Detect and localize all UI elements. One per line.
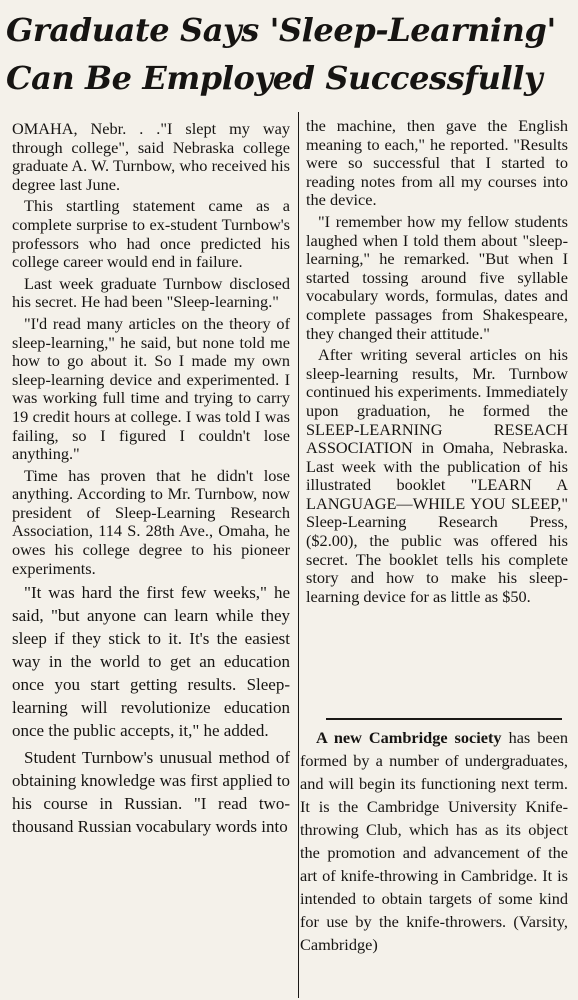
article-paragraph: Last week graduate Turnbow disclosed his secret. He had been "Sleep-learning." (12, 273, 290, 312)
headline-line-1: Graduate Says 'Sleep-Learning' (6, 11, 556, 49)
cambridge-paragraph (300, 726, 568, 956)
article-column-left (12, 120, 290, 842)
column-divider (298, 112, 299, 998)
headline (6, 6, 572, 102)
article-paragraph: "I'd read many articles on the theory of sleep-learning," he said, but none told me how to go about it. So I made my own sleep-learning device and experimented. I was working full time and trying to carry 19 credit hours at college. I was told I was failing, so I figured I couldn't lose anything." (12, 313, 290, 464)
article-paragraph: Time has proven that he didn't lose anything. According to Mr. Turnbow, now president of Sleep-Learning Research Association, 114 S. 28th Ave., Omaha, he owes his college degree to his pioneer experiments. (12, 465, 290, 578)
cambridge-lead: A new Cambridge society (316, 728, 502, 747)
article-paragraph: the machine, then gave the English meaning to each," he reported. "Results were so successful that I started to reading notes from all my courses into the device. (306, 116, 568, 210)
article-paragraph: "It was hard the first few weeks," he said, "but anyone can learn while they sleep if they stick to it. It's the easiest way in the world to get an education once you start getting results. Sleep-learning will revolutionize education once the public accepts, it," he added. (12, 583, 290, 741)
article-paragraph: "I remember how my fellow students laughed when I told them about "sleep-learning," he remarked. "But when I started tossing around five syllable vocabulary words, formulas, dates and complete passages from Shakespeare, they changed their attitude." (306, 211, 568, 343)
article-paragraph: This startling statement came as a complete surprise to ex-student Turnbow's professors who had once predicted his college career would end in failure. (12, 196, 290, 272)
article-paragraph: Student Turnbow's unusual method of obtaining knowledge was first applied to his course in Russian. "I read two-thousand Russian vocabulary words into (12, 748, 290, 837)
cambridge-news-item (300, 726, 568, 956)
section-divider (326, 718, 562, 720)
headline-line-2: Can Be Employed Successfully (6, 59, 543, 97)
article-paragraph: After writing several articles on his sleep-learning results, Mr. Turnbow continued his experiments. Immediately upon graduation, he formed the SLEEP-LEARNING RESEACH ASSOCIATION in Omaha, Nebraska. Last week with the publication of his illustrated booklet "LEARN A LANGUAGE—WHILE YOU SLEEP," Sleep-Learning Research Press, ($2.00), the public was offered his secret. The booklet tells his complete story and how to make his sleep-learning device for as little as $50. (306, 345, 568, 606)
article-column-right (306, 117, 568, 609)
cambridge-body: has been formed by a number of undergraduates, and will begin its functioning next term. It is the Cambridge University Knife-throwing Club, which has as its object the promotion and advancement of the art of knife-throwing in Cambridge. It is intended to obtain targets of some kind for use by the knife-throwers. (Varsity, Cambridge) (300, 728, 568, 954)
article-paragraph: OMAHA, Nebr. . ."I slept my way through college", said Nebraska college graduate A. W. Turnbow, who received his degree last June. (12, 119, 290, 194)
